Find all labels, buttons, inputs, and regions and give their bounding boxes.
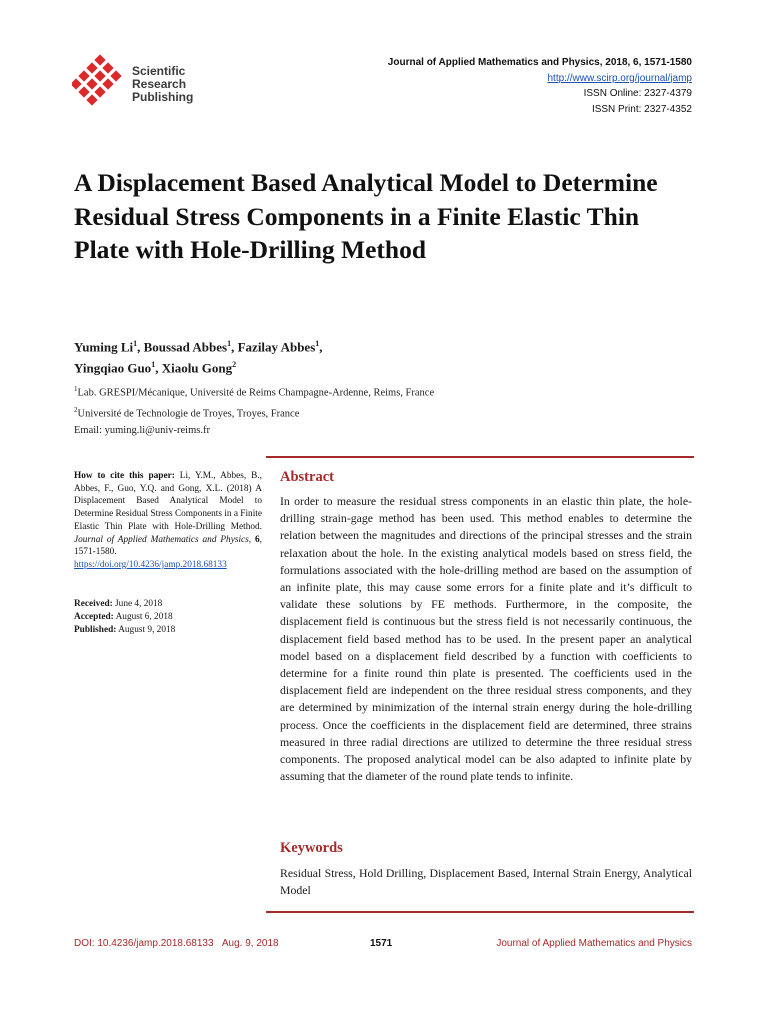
cite-pages: , 1571-1580. xyxy=(74,534,262,558)
cite-doi-link[interactable]: https://doi.org/10.4236/jamp.2018.68133 xyxy=(74,559,227,570)
affiliations xyxy=(74,381,434,439)
author-affiliation-mark: 1 xyxy=(151,360,156,370)
paper-title: A Displacement Based Analytical Model to Determine Residual Stress Components in a Finite Elastic Thin Plate with Hole-Drilling Method xyxy=(74,168,658,264)
cite-text: Li, Y.M., Abbes, B., Abbes, F., Guo, Y.Q. and Gong, X.L. (2018) A Displacement Based Analytical Model to Determine Residual Stress Components in a Finite Elastic Thin Plate with Hole-Drilling Method. xyxy=(74,471,262,532)
cite-volume: 6 xyxy=(255,534,260,545)
footer-date: Aug. 9, 2018 xyxy=(221,938,279,949)
cite-journal: Journal of Applied Mathematics and Physics, xyxy=(74,534,252,545)
how-to-cite xyxy=(74,470,262,572)
publication-dates xyxy=(74,598,262,637)
footer-doi xyxy=(74,938,279,949)
keywords-bottom-rule xyxy=(266,911,694,913)
published-label: Published: xyxy=(74,625,117,635)
author-affiliation-mark: 1 xyxy=(133,339,138,348)
author-name: Yuming Li xyxy=(74,339,134,355)
publisher-line-1: Scientific xyxy=(132,64,186,78)
affiliation-mark: 2 xyxy=(74,405,78,414)
publisher-line-2: Research xyxy=(132,77,187,91)
published-date xyxy=(74,624,262,637)
publisher-line-3: Publishing xyxy=(132,90,194,104)
abstract-top-rule xyxy=(266,456,694,458)
abstract-heading: Abstract xyxy=(280,469,334,485)
accepted-date xyxy=(74,611,262,624)
affiliation-mark: 1 xyxy=(74,385,78,393)
author-name: Boussad Abbes xyxy=(143,339,228,355)
author-separator: , xyxy=(231,339,238,355)
author-separator: , xyxy=(319,339,323,355)
abstract-text: In order to measure the residual stress components in an elastic thin plate, the hole-drilling strain-gage method has been used. This method enables to determine the relation between the magnitudes and directions of the principal stresses and the strain relaxation about the hole. In the existing analytical models based on stress field, the formulations associated with the hole-drilling method are based on the assumption of an infinite plate, this may cause some errors for a finite plate and it’s difficult to validate these solutions by FE methods. Furthermore, in the composite, the displacement field is continuous but the stress field is not necessarily continuous, the displacement field based method has to be used. In the present paper an analytical model based on a displacement field described by a function with coefficients to determine for a finite round thin plate is presented. The coefficients used in the displacement field are independent on the three residual stress components, and they are determined by minimization of the internal strain energy during the hole-drilling process. Once the coefficients in the displacement field are determined, three strains measured in three radial directions are utilized to determine the three residual stress components. The proposed analytical model can be also adapted to infinite plate by assuming that the diameter of the round plate tends to infinite. xyxy=(280,494,692,784)
received-date xyxy=(74,598,262,611)
accepted-label: Accepted: xyxy=(74,612,114,622)
published-value: August 9, 2018 xyxy=(118,625,176,635)
journal-info xyxy=(388,55,692,117)
affiliation-line xyxy=(74,381,434,402)
keywords-heading: Keywords xyxy=(280,840,343,856)
affiliation-text: Lab. GRESPI/Mécanique, Université de Reims Champagne-Ardenne, Reims, France xyxy=(77,387,435,399)
publisher-logo xyxy=(72,54,212,114)
accepted-value: August 6, 2018 xyxy=(115,612,173,622)
author-affiliation-mark: 1 xyxy=(227,339,232,348)
author-name: Fazilay Abbes xyxy=(237,339,316,355)
affiliation-text: Université de Technologie de Troyes, Troyes, France xyxy=(77,408,300,419)
author-separator: , xyxy=(137,339,144,355)
received-value: June 4, 2018 xyxy=(115,599,163,609)
author-affiliation-mark: 1 xyxy=(315,339,320,348)
keywords-text: Residual Stress, Hold Drilling, Displacement Based, Internal Strain Energy, Analytical Model xyxy=(280,866,692,898)
cite-label: How to cite this paper: xyxy=(74,471,175,481)
diamond-cluster-icon xyxy=(72,54,130,114)
author-name: Yingqiao Guo xyxy=(74,360,152,376)
issn-online: ISSN Online: 2327-4379 xyxy=(583,88,692,99)
author-separator: , xyxy=(155,360,162,376)
footer-doi-text: DOI: 10.4236/jamp.2018.68133 xyxy=(74,938,214,949)
footer-journal-name: Journal of Applied Mathematics and Physics xyxy=(496,938,692,949)
journal-url-link[interactable]: http://www.scirp.org/journal/jamp xyxy=(547,72,692,84)
page-number: 1571 xyxy=(370,938,393,949)
author-affiliation-mark: 2 xyxy=(232,360,237,370)
issn-print: ISSN Print: 2327-4352 xyxy=(591,103,692,115)
email-line: Email: yuming.li@univ-reims.fr xyxy=(74,425,210,436)
author-list xyxy=(74,335,674,378)
journal-citation: Journal of Applied Mathematics and Physics, 2018, 6, 1571-1580 xyxy=(387,57,692,68)
page-footer xyxy=(74,938,692,954)
received-label: Received: xyxy=(74,599,113,609)
author-name: Xiaolu Gong xyxy=(161,360,233,376)
affiliation-line xyxy=(74,402,434,423)
publisher-name xyxy=(132,65,193,104)
